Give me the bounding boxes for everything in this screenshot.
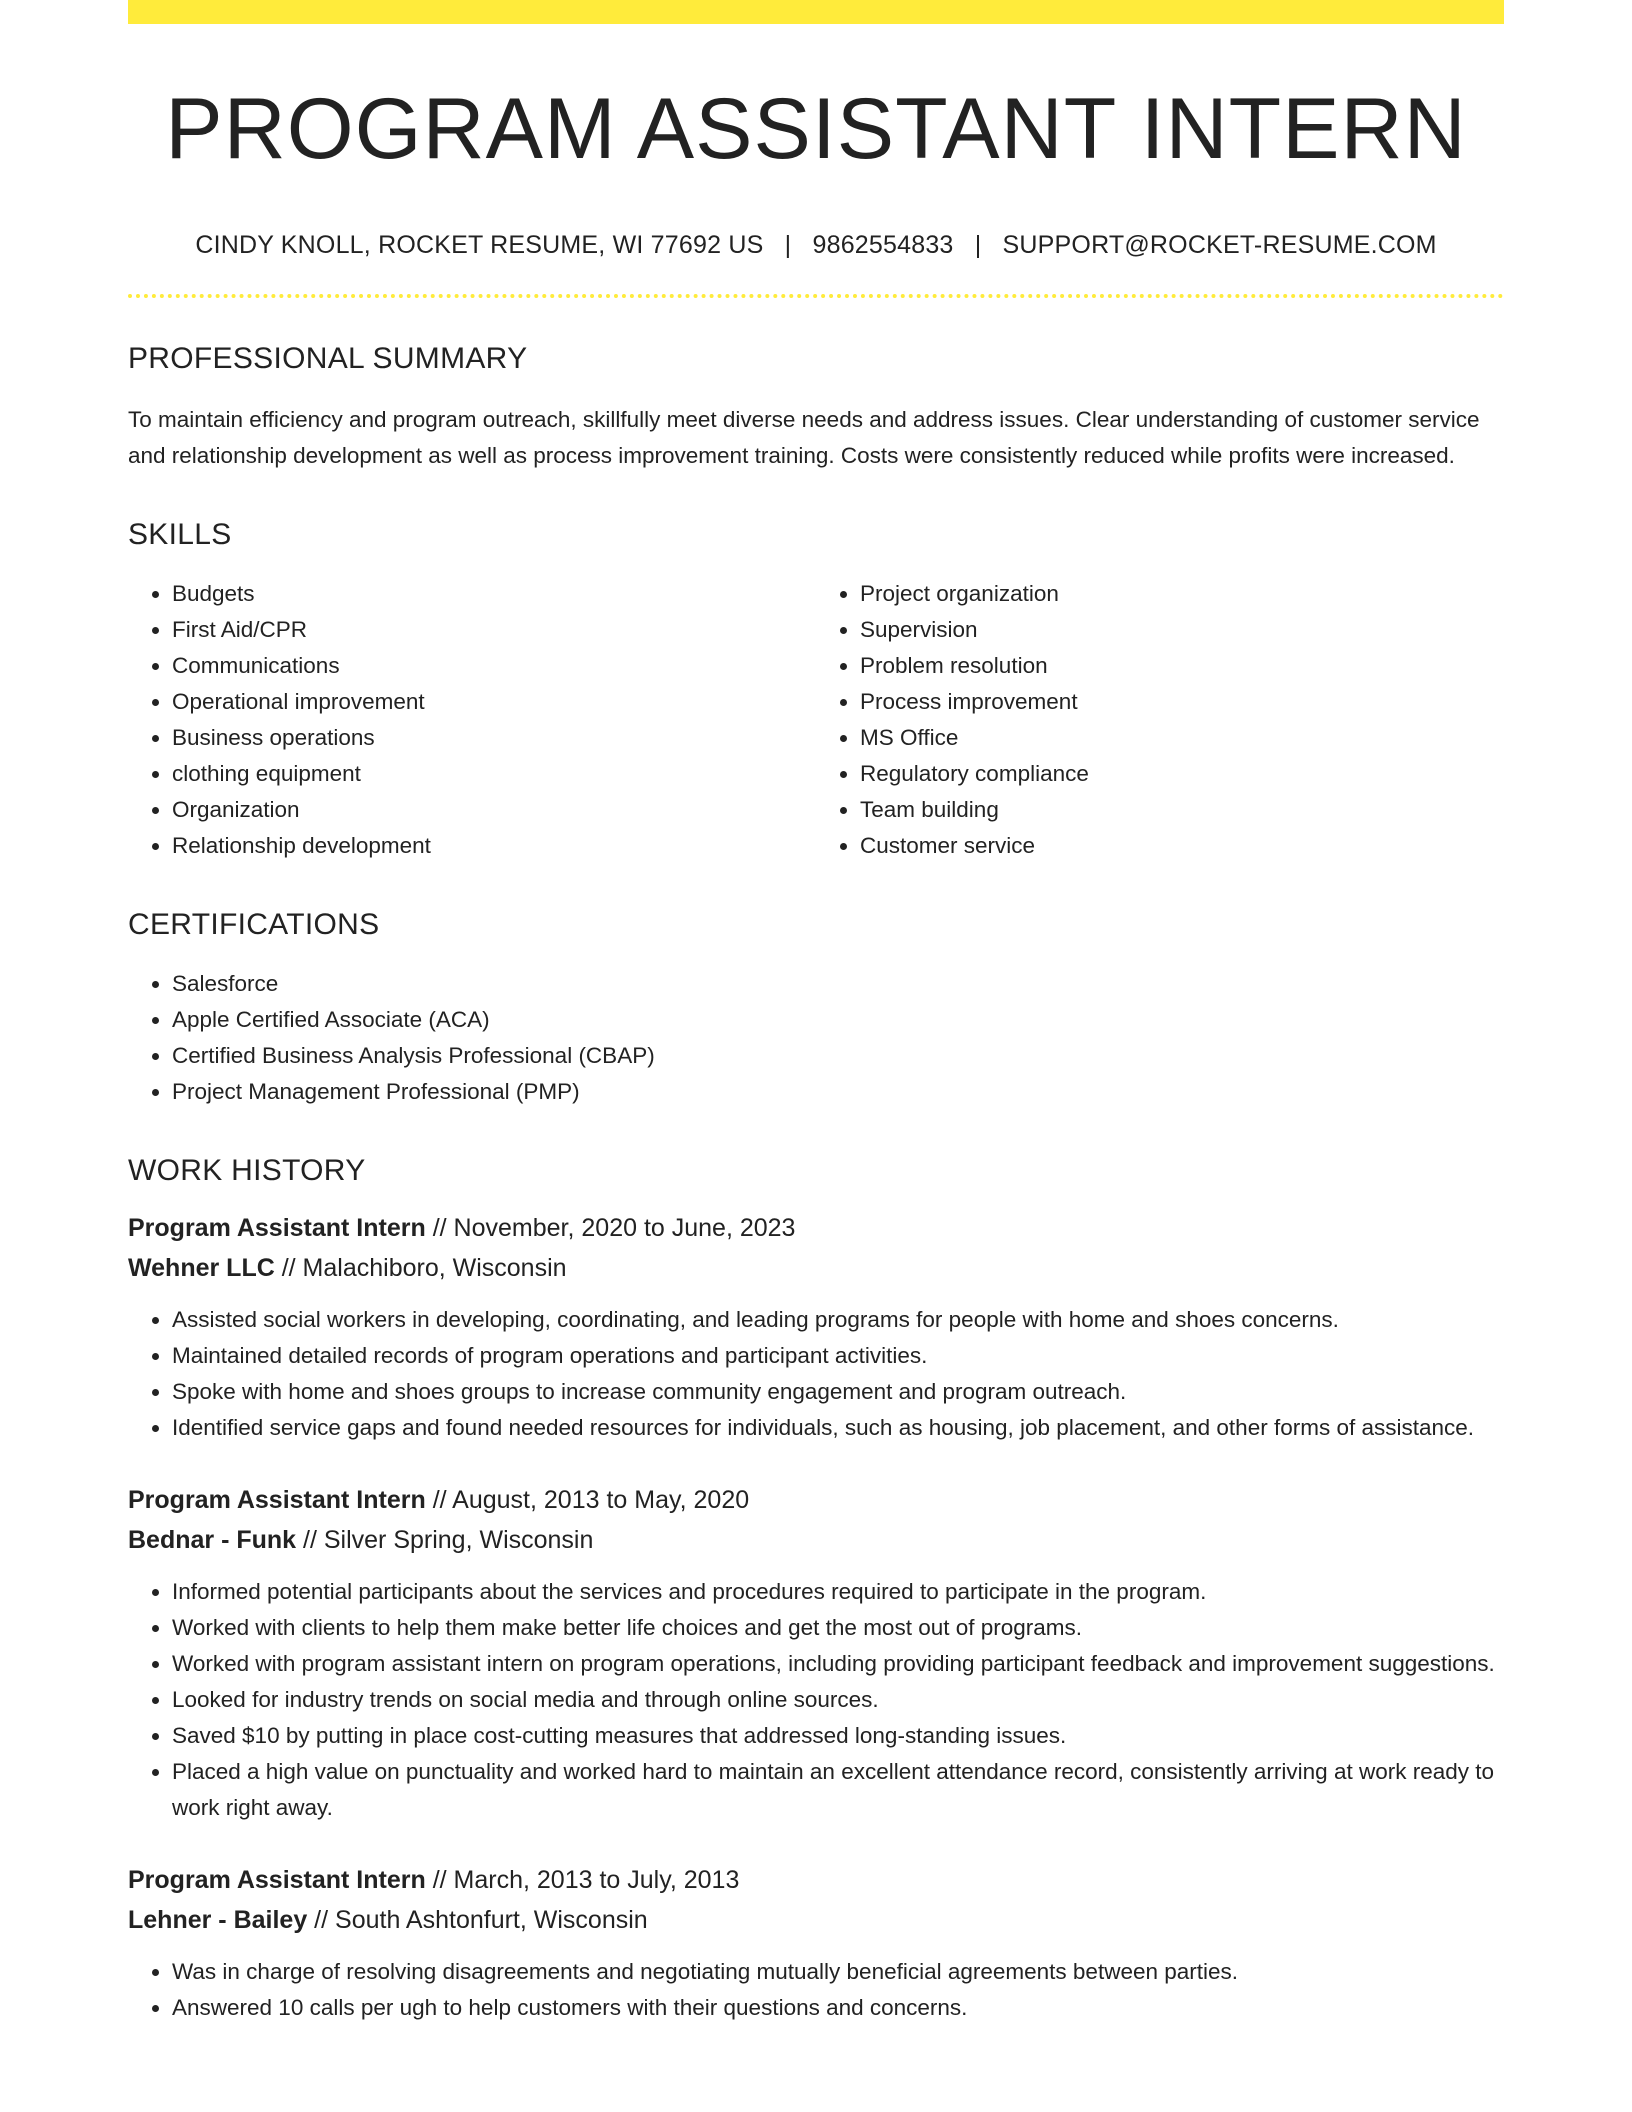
- dotted-divider: [128, 294, 1504, 298]
- skills-section: [128, 518, 1504, 864]
- skill-item: • Problem resolution: [860, 648, 1504, 684]
- skill-item: • clothing equipment: [172, 756, 816, 792]
- contact-separator: |: [784, 230, 792, 259]
- job-bullet: • Worked with clients to help them make better life choices and get the most out of programs.: [172, 1610, 1504, 1646]
- job-title-line: [128, 1860, 1504, 1900]
- job-title-line: [128, 1480, 1504, 1520]
- skill-item: • Organization: [172, 792, 816, 828]
- job-bullet: • Maintained detailed records of program operations and participant activities.: [172, 1338, 1504, 1374]
- job-bullet: • Worked with program assistant intern on program operations, including providing participant feedback and improvement suggestions.: [172, 1646, 1504, 1682]
- contact-email: SUPPORT@ROCKET-RESUME.COM: [1002, 230, 1437, 259]
- skill-item: • Supervision: [860, 612, 1504, 648]
- job-dates: // November, 2020 to June, 2023: [425, 1213, 796, 1242]
- job-role: Program Assistant Intern: [128, 1865, 426, 1894]
- job-bullets: [128, 1574, 1504, 1826]
- job-dates: // August, 2013 to May, 2020: [425, 1485, 750, 1514]
- job-location: // Silver Spring, Wisconsin: [296, 1525, 594, 1554]
- job-company-line: [128, 1248, 1504, 1288]
- resume-title: PROGRAM ASSISTANT INTERN: [165, 81, 1467, 177]
- contact-line: [128, 231, 1504, 260]
- contact-address: CINDY KNOLL, ROCKET RESUME, WI 77692 US: [195, 230, 764, 259]
- job-bullet: • Placed a high value on punctuality and worked hard to maintain an excellent attendance record, consistently arriving at work ready to work right away.: [172, 1754, 1504, 1826]
- job-role: Program Assistant Intern: [128, 1485, 426, 1514]
- skill-item: • Team building: [860, 792, 1504, 828]
- top-accent-bar: [128, 0, 1504, 24]
- job-dates: // March, 2013 to July, 2013: [425, 1865, 740, 1894]
- certifications-section: [128, 908, 1504, 1110]
- skill-item: • Operational improvement: [172, 684, 816, 720]
- certification-item: • Certified Business Analysis Professional (CBAP): [172, 1038, 1504, 1074]
- skill-item: • Regulatory compliance: [860, 756, 1504, 792]
- job-title-line: [128, 1208, 1504, 1248]
- summary-text: To maintain efficiency and program outreach, skillfully meet diverse needs and address issues. Clear understanding of customer service and relationship development as well as process improvement training. Costs were consistently reduced while profits were increased.: [128, 406, 1480, 468]
- job-entry: [128, 1208, 1504, 1446]
- job-location: // Malachiboro, Wisconsin: [274, 1253, 567, 1282]
- certifications-heading: CERTIFICATIONS: [128, 907, 380, 941]
- skills-grid: [128, 576, 1504, 864]
- certification-item: • Salesforce: [172, 966, 1504, 1002]
- work-history-section: [128, 1154, 1504, 2026]
- job-bullet: • Saved $10 by putting in place cost-cutting measures that addressed long-standing issues.: [172, 1718, 1504, 1754]
- job-list: [128, 1208, 1504, 2026]
- job-bullet: • Identified service gaps and found needed resources for individuals, such as housing, job placement, and other forms of assistance.: [172, 1410, 1504, 1446]
- certifications-list: [128, 966, 1504, 1110]
- job-bullet: • Informed potential participants about the services and procedures required to participate in the program.: [172, 1574, 1504, 1610]
- job-bullet: • Looked for industry trends on social media and through online sources.: [172, 1682, 1504, 1718]
- skill-item: • Customer service: [860, 828, 1504, 864]
- skill-item: • Process improvement: [860, 684, 1504, 720]
- job-company-line: [128, 1900, 1504, 1940]
- skills-list-right: [816, 576, 1504, 864]
- contact-separator: |: [974, 230, 982, 259]
- job-company: Wehner LLC: [128, 1253, 275, 1282]
- job-location: // South Ashtonfurt, Wisconsin: [307, 1905, 648, 1934]
- skills-heading: SKILLS: [128, 517, 232, 551]
- job-bullets: [128, 1302, 1504, 1446]
- skill-item: • MS Office: [860, 720, 1504, 756]
- job-entry: [128, 1860, 1504, 2026]
- job-company: Lehner - Bailey: [128, 1905, 308, 1934]
- skill-item: • Project organization: [860, 576, 1504, 612]
- job-bullet: • Spoke with home and shoes groups to increase community engagement and program outreach.: [172, 1374, 1504, 1410]
- summary-heading: PROFESSIONAL SUMMARY: [128, 341, 528, 375]
- certification-item: • Apple Certified Associate (ACA): [172, 1002, 1504, 1038]
- resume-page: [128, 0, 1504, 2026]
- job-bullet: • Assisted social workers in developing, coordinating, and leading programs for people with home and shoes concerns.: [172, 1302, 1504, 1338]
- job-bullet: • Answered 10 calls per ugh to help customers with their questions and concerns.: [172, 1990, 1504, 2026]
- contact-phone: 9862554833: [812, 230, 954, 259]
- skills-list-left: [128, 576, 816, 864]
- job-company: Bednar - Funk: [128, 1525, 297, 1554]
- skill-item: • Budgets: [172, 576, 816, 612]
- job-company-line: [128, 1520, 1504, 1560]
- job-bullet: • Was in charge of resolving disagreements and negotiating mutually beneficial agreements between parties.: [172, 1954, 1504, 1990]
- job-entry: [128, 1480, 1504, 1826]
- skill-item: • Communications: [172, 648, 816, 684]
- skill-item: • Relationship development: [172, 828, 816, 864]
- summary-section: [128, 342, 1504, 474]
- certification-item: • Project Management Professional (PMP): [172, 1074, 1504, 1110]
- job-role: Program Assistant Intern: [128, 1213, 426, 1242]
- skill-item: • Business operations: [172, 720, 816, 756]
- work-history-heading: WORK HISTORY: [128, 1153, 366, 1187]
- job-bullets: [128, 1954, 1504, 2026]
- skill-item: • First Aid/CPR: [172, 612, 816, 648]
